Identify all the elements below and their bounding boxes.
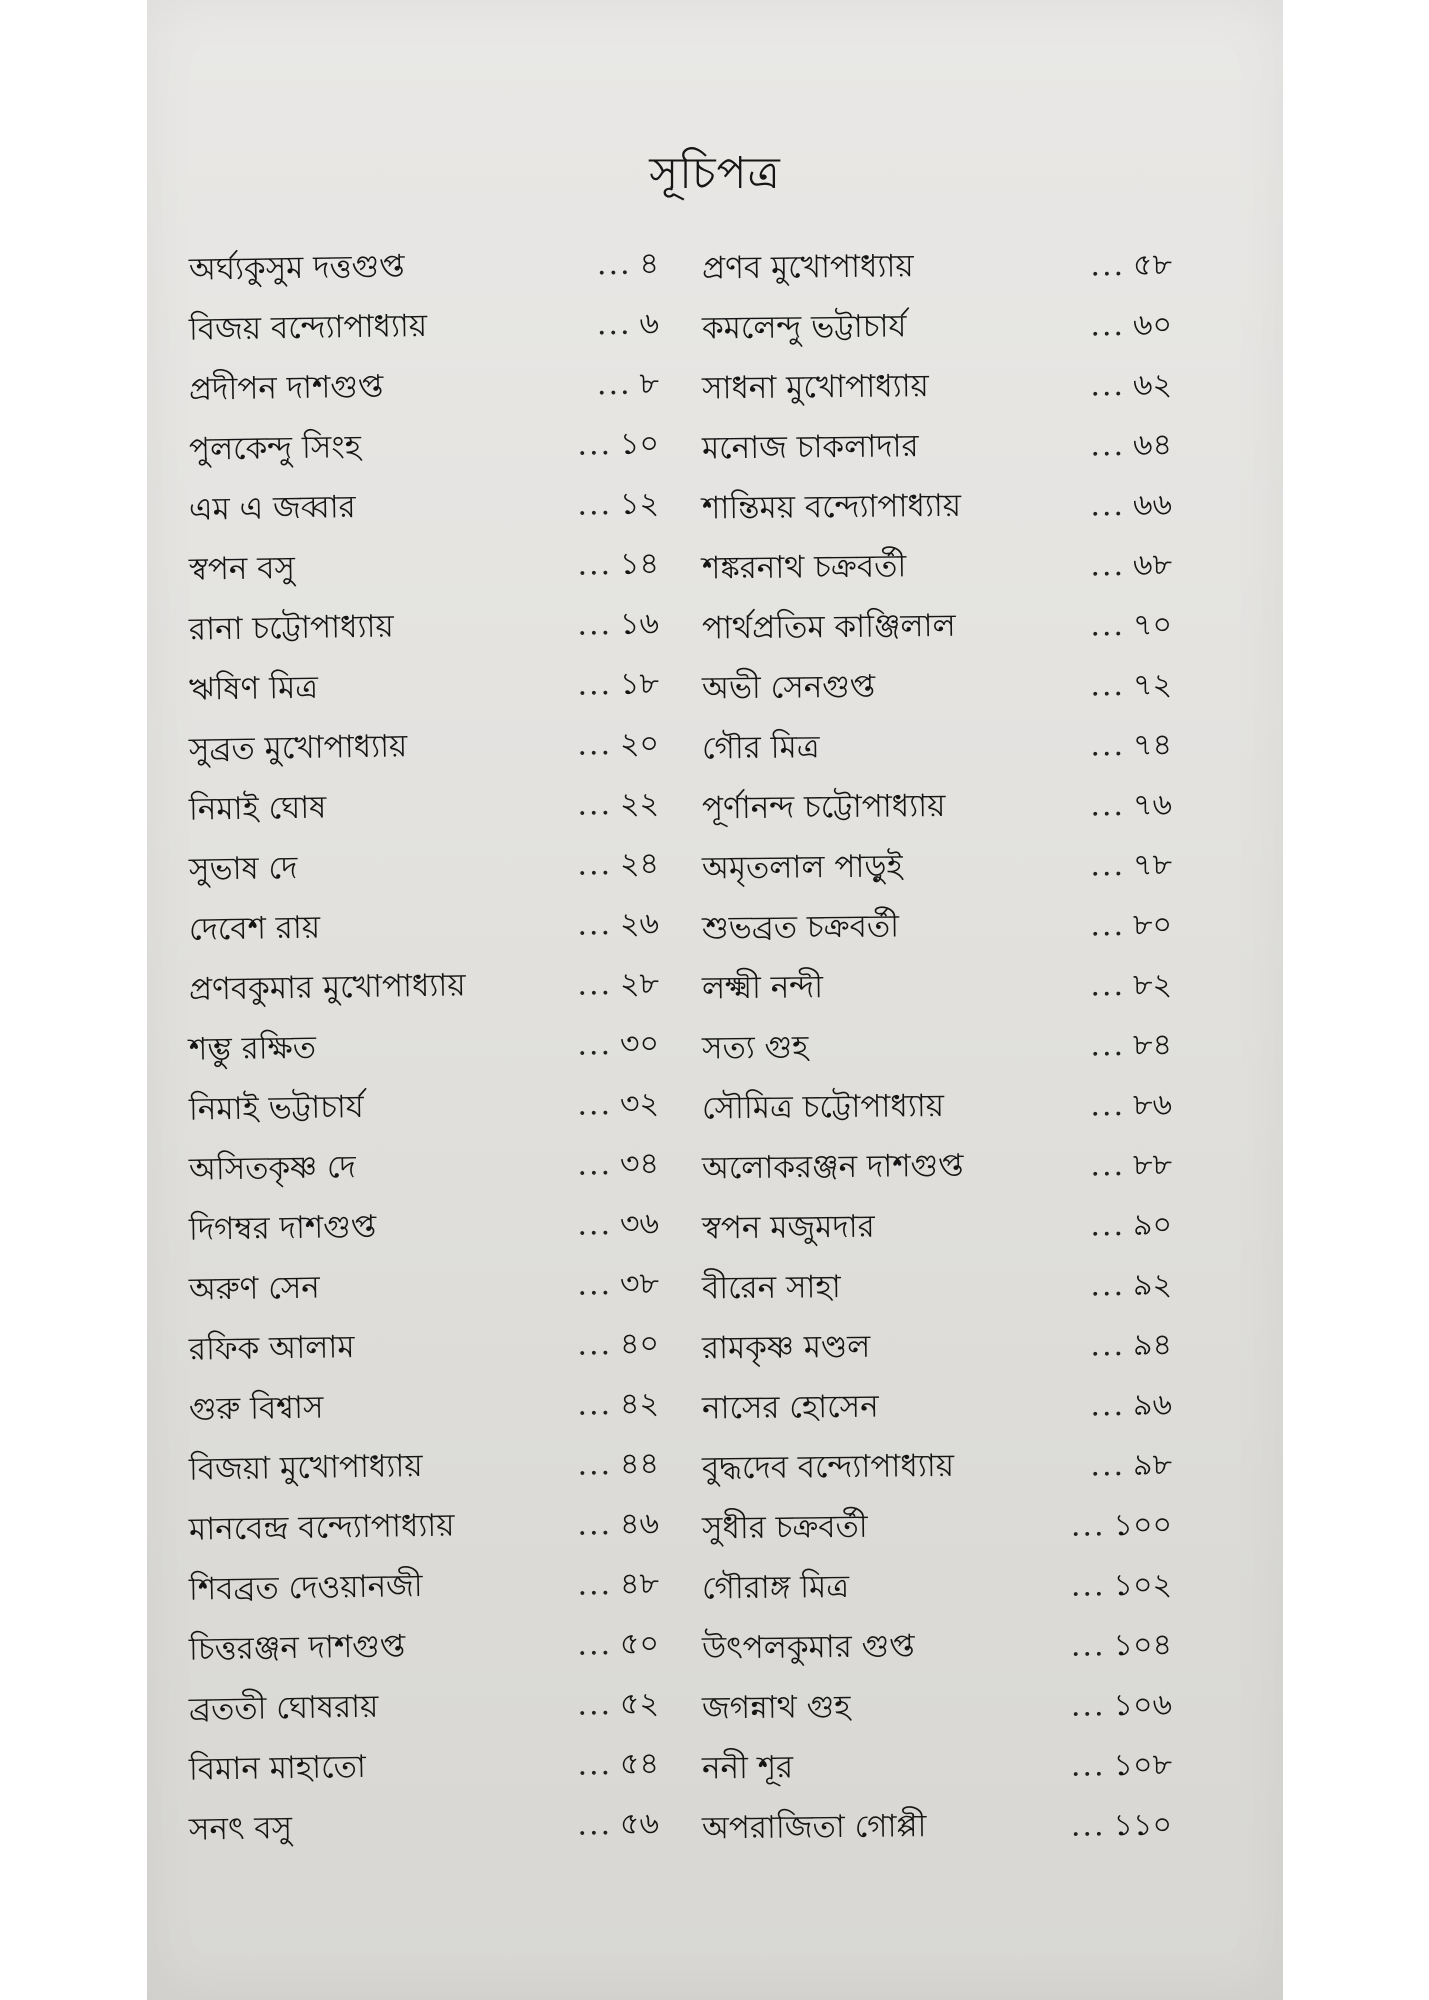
toc-entry-page xyxy=(1052,420,1173,472)
toc-entry-author: রামকৃষ্ণ মণ্ডল xyxy=(701,1328,871,1367)
page-number: ৩০ xyxy=(619,1025,660,1062)
toc-entry xyxy=(702,656,1173,721)
toc-right-column xyxy=(702,238,1172,1858)
toc-entry-page xyxy=(539,659,660,712)
page-number: ২৬ xyxy=(619,905,660,942)
toc-entry xyxy=(189,1494,660,1561)
toc-entry-author: এম এ জব্বার xyxy=(188,489,356,528)
page-number: ৮৮ xyxy=(1132,1147,1173,1183)
toc-entry-author: নিমাই ভট্টাচার্য xyxy=(188,1088,365,1128)
page-number: ৩২ xyxy=(619,1085,660,1122)
leader-dots: ... xyxy=(1090,1147,1126,1183)
toc-entry-author: অভী সেনগুপ্ত xyxy=(701,668,876,707)
page-number: ৩৮ xyxy=(619,1265,660,1302)
toc-entry-author: ঋষিণ মিত্র xyxy=(188,669,319,708)
leader-dots: ... xyxy=(1090,1027,1126,1063)
page-title: সূচিপত্র xyxy=(649,148,781,199)
toc-entry-author: মানবেন্দ্র বন্দ্যোপাধ্যায় xyxy=(188,1507,455,1548)
page-number: ৩৬ xyxy=(619,1205,660,1242)
toc-entry-page xyxy=(539,959,660,1012)
page-number: ৭২ xyxy=(1132,667,1173,703)
page-number: ৮০ xyxy=(1132,907,1173,943)
leader-dots: ... xyxy=(577,426,613,463)
page-number: ১১০ xyxy=(1113,1807,1173,1843)
page-number: ১৪ xyxy=(619,545,660,582)
toc-entry-author: দিগম্বর দাশগুপ্ত xyxy=(188,1208,377,1248)
toc-entry-page xyxy=(539,1739,660,1792)
toc-entry-page xyxy=(1052,900,1173,952)
toc-entry-page xyxy=(539,299,660,352)
toc-entry xyxy=(702,1376,1173,1441)
toc-entry-page xyxy=(539,1559,660,1612)
page-number: ১০২ xyxy=(1113,1567,1173,1603)
toc-entry xyxy=(702,1256,1173,1321)
toc-entry-page xyxy=(539,239,660,292)
toc-entry-page xyxy=(1052,540,1173,592)
toc-entry-page xyxy=(1052,720,1173,772)
page-number: ৫০ xyxy=(619,1625,660,1662)
leader-dots: ... xyxy=(1090,727,1126,763)
leader-dots: ... xyxy=(1070,1507,1106,1544)
toc-entry-page xyxy=(1052,1440,1173,1492)
toc-entry-page xyxy=(539,419,660,472)
toc-entry xyxy=(702,1316,1173,1381)
leader-dots: ... xyxy=(577,786,613,823)
toc-entry xyxy=(702,1136,1173,1201)
leader-dots: ... xyxy=(1090,307,1126,343)
leader-dots: ... xyxy=(1090,367,1126,403)
leader-dots: ... xyxy=(1090,427,1126,463)
page-number: ৬২ xyxy=(1132,367,1173,403)
toc-entry-page xyxy=(539,359,660,412)
page-number: ৪ xyxy=(639,245,660,282)
page-number: ৯০ xyxy=(1132,1207,1173,1243)
leader-dots: ... xyxy=(577,546,613,583)
toc-entry xyxy=(702,1076,1173,1141)
toc-entry xyxy=(189,1014,660,1081)
toc-entry-page xyxy=(539,779,660,832)
toc-entry-page xyxy=(539,899,660,952)
toc-entry-page xyxy=(539,1439,660,1492)
toc-entry-author: প্রণবকুমার মুখোপাধ্যায় xyxy=(188,967,466,1008)
toc-entry-page xyxy=(1052,960,1173,1012)
toc-entry xyxy=(189,534,660,601)
toc-entry xyxy=(702,1016,1173,1081)
toc-entry xyxy=(702,1496,1173,1561)
toc-entry-author: গৌর মিত্র xyxy=(701,729,820,767)
toc-entry-page xyxy=(1052,1260,1173,1312)
leader-dots: ... xyxy=(1090,1267,1126,1303)
toc-entry-author: বিজয়া মুখোপাধ্যায় xyxy=(188,1448,423,1488)
leader-dots: ... xyxy=(577,1026,613,1063)
leader-dots: ... xyxy=(577,1446,613,1483)
toc-entry xyxy=(189,354,660,421)
leader-dots: ... xyxy=(577,1506,613,1543)
page-number: ৮ xyxy=(639,365,660,402)
page-number: ৫৪ xyxy=(619,1745,660,1782)
leader-dots: ... xyxy=(577,1626,613,1663)
toc-entry-author: অসিতকৃষ্ণ দে xyxy=(188,1149,357,1188)
toc-entry-author: প্রণব মুখোপাধ্যায় xyxy=(701,248,914,287)
page-number: ৫৬ xyxy=(619,1805,660,1842)
page-number: ১২ xyxy=(619,485,660,522)
page-number: ৯৬ xyxy=(1132,1387,1173,1423)
toc-entry-page xyxy=(539,599,660,652)
toc-entry-author: রফিক আলাম xyxy=(188,1329,355,1368)
page-number: ৪৪ xyxy=(619,1445,660,1482)
toc-entry-page xyxy=(539,1019,660,1072)
toc-entry-author: শুভব্রত চক্রবর্তী xyxy=(701,908,900,947)
page-number: ৪২ xyxy=(619,1385,660,1422)
page-number: ২৪ xyxy=(619,845,660,882)
toc-entry-author: জগন্নাথ গুহ xyxy=(701,1688,851,1727)
page-number: ২৮ xyxy=(619,965,660,1002)
toc-entry-page xyxy=(1052,1680,1173,1732)
toc-entry-page xyxy=(1052,1020,1173,1072)
toc-entry-author: উৎপলকুমার গুপ্ত xyxy=(701,1628,915,1667)
toc-entry-page xyxy=(539,1799,660,1852)
book-page xyxy=(147,0,1283,2000)
toc-entry xyxy=(189,1614,660,1681)
toc-entry xyxy=(189,654,660,721)
toc-entry xyxy=(189,774,660,841)
page-number: ১৬ xyxy=(619,605,660,642)
leader-dots: ... xyxy=(1090,667,1126,703)
toc-entry xyxy=(189,474,660,541)
toc-entry-page xyxy=(1052,600,1173,652)
toc-entry-page xyxy=(1052,360,1173,412)
toc-entry-page xyxy=(539,1319,660,1372)
toc-entry-author: শান্তিময় বন্দ্যোপাধ্যায় xyxy=(701,487,962,527)
toc-entry-page xyxy=(1052,660,1173,712)
toc-entry-author: পূর্ণানন্দ চট্টোপাধ্যায় xyxy=(701,787,946,827)
toc-entry-page xyxy=(539,1679,660,1732)
toc-entry xyxy=(702,956,1173,1021)
leader-dots: ... xyxy=(1070,1807,1106,1844)
page-number: ৯২ xyxy=(1132,1267,1173,1303)
toc-entry-page xyxy=(1052,780,1173,832)
leader-dots: ... xyxy=(1090,1327,1126,1363)
toc-entry-page xyxy=(1052,840,1173,892)
toc-entry-author: শম্ভু রক্ষিত xyxy=(188,1029,317,1068)
leader-dots: ... xyxy=(577,1086,613,1123)
toc-entry xyxy=(702,1556,1173,1621)
toc-entry xyxy=(189,1314,660,1381)
leader-dots: ... xyxy=(1070,1687,1106,1724)
page-number: ৫৮ xyxy=(1132,247,1173,283)
toc-entry-author: সুভাষ দে xyxy=(188,849,298,888)
leader-dots: ... xyxy=(577,1146,613,1183)
toc-entry-author: নাসের হোসেন xyxy=(701,1388,879,1427)
toc-entry-page xyxy=(539,539,660,592)
page-number: ২২ xyxy=(619,785,660,822)
toc-entry-page xyxy=(539,1379,660,1432)
page-number: ৯৪ xyxy=(1132,1327,1173,1363)
toc-entry-author: ননী শূর xyxy=(701,1749,794,1787)
toc-entry xyxy=(189,1134,660,1201)
toc-entry-author: রানা চট্টোপাধ্যায় xyxy=(188,608,395,648)
page-number: ৬৪ xyxy=(1132,427,1173,463)
page-number: ৮৬ xyxy=(1132,1087,1173,1123)
leader-dots: ... xyxy=(596,306,632,342)
leader-dots: ... xyxy=(577,1566,613,1603)
toc-entry xyxy=(189,294,660,361)
toc-entry-author: সৌমিত্র চট্টোপাধ্যায় xyxy=(701,1087,945,1127)
page-number: ৭০ xyxy=(1132,607,1173,643)
page-number: ৮২ xyxy=(1132,967,1173,1003)
leader-dots: ... xyxy=(577,1686,613,1723)
toc-entry-page xyxy=(1052,1560,1173,1612)
toc-entry-author: নিমাই ঘোষ xyxy=(188,789,327,828)
leader-dots: ... xyxy=(1090,907,1126,943)
page-number: ৬০ xyxy=(1132,307,1173,343)
toc-entry-page xyxy=(539,1619,660,1672)
leader-dots: ... xyxy=(577,666,613,703)
leader-dots: ... xyxy=(577,726,613,763)
toc-entry xyxy=(702,1196,1173,1261)
toc-entry-page xyxy=(539,719,660,772)
toc-entry xyxy=(189,1254,660,1321)
leader-dots: ... xyxy=(1090,1087,1126,1123)
leader-dots: ... xyxy=(577,1326,613,1363)
toc-entry-author: কমলেন্দু ভট্টাচার্য xyxy=(701,308,907,347)
toc-entry-author: গৌরাঙ্গ মিত্র xyxy=(701,1568,850,1607)
toc-entry xyxy=(702,1676,1173,1741)
toc-entry-page xyxy=(1052,1320,1173,1372)
leader-dots: ... xyxy=(1090,487,1126,523)
toc-entry-author: বীরেন সাহা xyxy=(701,1269,841,1307)
toc-entry-author: চিত্তরঞ্জন দাশগুপ্ত xyxy=(188,1628,406,1668)
leader-dots: ... xyxy=(1090,247,1126,283)
toc-entry-page xyxy=(539,1199,660,1252)
toc-entry xyxy=(189,1194,660,1261)
toc-entry-author: প্রদীপন দাশগুপ্ত xyxy=(188,368,384,408)
toc-entry-author: সুব্রত মুখোপাধ্যায় xyxy=(188,728,408,768)
leader-dots: ... xyxy=(1090,547,1126,583)
toc-entry-page xyxy=(1052,1620,1173,1672)
toc-entry-author: সত্য গুহ xyxy=(701,1029,809,1067)
page-number: ১০৬ xyxy=(1113,1687,1173,1723)
toc-entry xyxy=(189,1554,660,1621)
leader-dots: ... xyxy=(1090,787,1126,823)
toc-entry-author: বিমান মাহাতো xyxy=(188,1748,367,1788)
toc-entry xyxy=(702,716,1173,781)
toc-entry xyxy=(189,954,660,1021)
page-number: ১০০ xyxy=(1113,1507,1173,1543)
leader-dots: ... xyxy=(1090,847,1126,883)
toc-entry-author: সনৎ বসু xyxy=(188,1810,293,1848)
page-number: ৬৮ xyxy=(1132,547,1173,583)
toc-entry-page xyxy=(1052,1380,1173,1432)
toc-entry xyxy=(702,296,1173,361)
toc-entry-page xyxy=(539,1139,660,1192)
toc-left-column xyxy=(189,238,659,1858)
leader-dots: ... xyxy=(577,1746,613,1783)
leader-dots: ... xyxy=(577,966,613,1003)
leader-dots: ... xyxy=(577,1386,613,1423)
toc-entry-author: অপরাজিতা গোপ্পী xyxy=(701,1808,927,1847)
page-number: ৭৮ xyxy=(1132,847,1173,883)
toc-entry-author: লক্ষ্মী নন্দী xyxy=(701,969,824,1007)
page-number: ৪৮ xyxy=(619,1565,660,1602)
toc-entry-page xyxy=(539,479,660,532)
toc-entry-author: স্বপন মজুমদার xyxy=(701,1208,875,1247)
toc-entry xyxy=(189,1374,660,1441)
toc-entry-author: ব্রততী ঘোষরায় xyxy=(188,1688,379,1728)
toc-entry-author: অর্ঘ্যকুসুম দত্তগুপ্ত xyxy=(188,248,405,288)
leader-dots: ... xyxy=(577,1806,613,1843)
toc-entry xyxy=(702,1796,1173,1861)
toc-entry-page xyxy=(1052,300,1173,352)
toc-entry xyxy=(189,834,660,901)
toc-entry-page xyxy=(1052,1740,1173,1792)
toc-entry xyxy=(702,596,1173,661)
toc-entry-author: মনোজ চাকলাদার xyxy=(701,428,919,467)
toc-entry-author: শিবব্রত দেওয়ানজী xyxy=(188,1568,423,1608)
toc-entry xyxy=(189,1434,660,1501)
toc-entry xyxy=(702,1436,1173,1501)
toc-entry-author: সাধনা মুখোপাধ্যায় xyxy=(701,368,930,407)
toc-entry xyxy=(702,356,1173,421)
leader-dots: ... xyxy=(1070,1627,1106,1664)
leader-dots: ... xyxy=(1090,967,1126,1003)
toc-entry xyxy=(189,234,660,301)
toc-entry xyxy=(702,1616,1173,1681)
leader-dots: ... xyxy=(1090,1207,1126,1243)
toc-entry-page xyxy=(1052,480,1173,532)
toc-entry xyxy=(189,894,660,961)
page-number: ৬ xyxy=(639,305,660,342)
page-number: ২০ xyxy=(619,725,660,762)
toc-entry-author: বিজয় বন্দ্যোপাধ্যায় xyxy=(188,307,428,348)
toc-entry-page xyxy=(539,1259,660,1312)
toc-entry xyxy=(702,416,1173,481)
toc-entry-page xyxy=(539,839,660,892)
page-number: ৭৪ xyxy=(1132,727,1173,763)
toc-entry-page xyxy=(1052,1200,1173,1252)
toc-entry xyxy=(189,414,660,481)
toc-entry xyxy=(189,1734,660,1801)
toc-entry-author: গুরু বিশ্বাস xyxy=(188,1389,324,1428)
page-number: ৩৪ xyxy=(619,1145,660,1182)
toc-entry xyxy=(189,1794,660,1861)
leader-dots: ... xyxy=(577,846,613,883)
toc-entry-author: শঙ্করনাথ চক্রবর্তী xyxy=(701,548,907,587)
toc-entry-author: বুদ্ধদেব বন্দ্যোপাধ্যায় xyxy=(701,1447,955,1487)
leader-dots: ... xyxy=(1090,1387,1126,1423)
toc-entry-page xyxy=(1052,240,1173,292)
toc-entry-author: স্বপন বসু xyxy=(188,550,296,588)
toc-entry xyxy=(702,236,1173,301)
toc-entry-page xyxy=(1052,1080,1173,1132)
page-number: ৮৪ xyxy=(1132,1027,1173,1063)
leader-dots: ... xyxy=(577,1266,613,1303)
toc-entry xyxy=(702,1736,1173,1801)
page-number: ১০ xyxy=(619,425,660,462)
toc-entry-page xyxy=(1052,1800,1173,1852)
toc-entry-author: সুধীর চক্রবর্তী xyxy=(701,1508,868,1547)
toc-entry xyxy=(702,836,1173,901)
toc-entry-author: অরুণ সেন xyxy=(188,1269,321,1308)
leader-dots: ... xyxy=(577,486,613,523)
leader-dots: ... xyxy=(577,606,613,643)
page-number: ৬৬ xyxy=(1132,487,1173,523)
toc-entry xyxy=(189,1674,660,1741)
toc-entry xyxy=(702,536,1173,601)
page-number: ১০৪ xyxy=(1113,1627,1173,1663)
leader-dots: ... xyxy=(1090,607,1126,643)
toc-entry xyxy=(702,776,1173,841)
toc-entry-page xyxy=(539,1499,660,1552)
toc-entry xyxy=(189,594,660,661)
toc-entry-author: দেবেশ রায় xyxy=(188,909,321,948)
toc-entry xyxy=(702,896,1173,961)
page-number: ৯৮ xyxy=(1132,1447,1173,1483)
leader-dots: ... xyxy=(577,906,613,943)
toc-entry-author: পুলকেন্দু সিংহ xyxy=(188,428,362,468)
page-number: ৪৬ xyxy=(619,1505,660,1542)
toc-entry-page xyxy=(539,1079,660,1132)
toc-entry-author: অলোকরঞ্জন দাশগুপ্ত xyxy=(701,1147,964,1187)
toc-entry xyxy=(189,714,660,781)
leader-dots: ... xyxy=(1070,1567,1106,1604)
toc-entry xyxy=(702,476,1173,541)
toc-entry xyxy=(189,1074,660,1141)
toc-entry-author: অমৃতলাল পাড়ুই xyxy=(701,848,903,887)
toc-entry-page xyxy=(1052,1500,1173,1552)
page-number: ৪০ xyxy=(619,1325,660,1362)
page-number: ১৮ xyxy=(619,665,660,702)
leader-dots: ... xyxy=(1070,1747,1106,1784)
toc-entry-author: পার্থপ্রতিম কাঞ্জিলাল xyxy=(701,607,956,647)
leader-dots: ... xyxy=(596,246,632,282)
page-number: ১০৮ xyxy=(1113,1747,1173,1783)
toc-entry-page xyxy=(1052,1140,1173,1192)
leader-dots: ... xyxy=(577,1206,613,1243)
page-number: ৭৬ xyxy=(1132,787,1173,823)
leader-dots: ... xyxy=(596,366,632,402)
page-number: ৫২ xyxy=(619,1685,660,1722)
leader-dots: ... xyxy=(1090,1447,1126,1483)
